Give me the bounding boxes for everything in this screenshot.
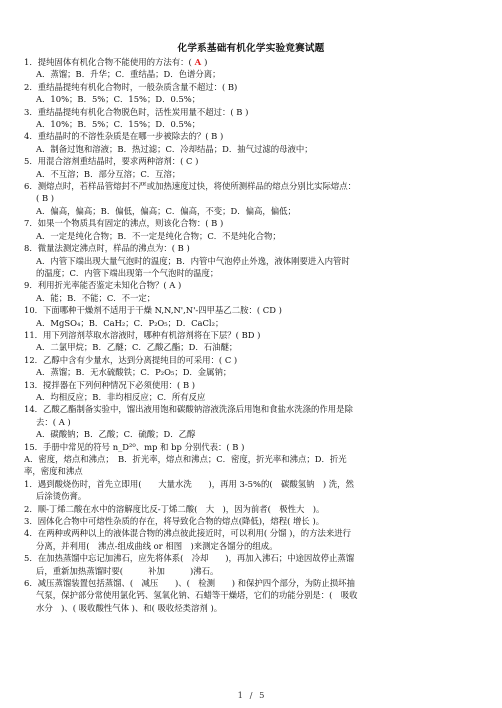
- question-text: 8．微量法测定沸点时，样品的沸点为：(: [24, 243, 175, 254]
- options-line: [24, 230, 486, 242]
- closing-paren: ): [195, 156, 199, 167]
- question-text: 9．利用折光率能否鉴定未知化合物？(: [24, 280, 167, 291]
- page-number: 1: [237, 690, 243, 700]
- options-line: [24, 490, 486, 502]
- line-text: A．密度，熔点和沸点； B．折光率，熔点和沸点；C．密度，折光率和沸点；D．折光: [24, 454, 347, 464]
- line-text: A．蒸馏；B．无水硫酸铁；C．P₂O₅；D．金属钠；: [36, 367, 232, 378]
- question-text: 2．重结晶提纯有机化合物时，一般杂质含量不超过：( B: [24, 81, 235, 92]
- question-line: [24, 379, 486, 391]
- continuation-line: [24, 192, 486, 204]
- question-line: [24, 106, 486, 118]
- question-text: 3．重结晶提纯有机化合物脱色时，活性炭用量不超过：(: [24, 106, 234, 117]
- answer-text: B: [39, 193, 51, 204]
- options-line: [24, 93, 486, 105]
- question-text: (: [36, 193, 40, 204]
- question-text: 15．手册中常见的符号 n_D²⁰、mp 和 bp 分别代表：(: [24, 441, 230, 452]
- options-line: [24, 540, 486, 552]
- options-line: [24, 317, 486, 329]
- question-text: 13．搅拌器在下列何种情况下必须使用：(: [24, 379, 181, 390]
- closing-paren: ): [219, 218, 224, 229]
- question-line: [24, 81, 486, 93]
- closing-paren: ): [186, 243, 190, 254]
- line-text: A．碳酸钠；B．乙酸；C．硫酸；D．乙醇: [36, 429, 196, 440]
- options-line: [24, 143, 486, 155]
- question-text: 去：(: [36, 416, 57, 427]
- question-line: [24, 304, 486, 316]
- line-text: A．10%；B．5%；C．15%；D．0.5%；: [36, 94, 201, 105]
- continuation-line: [24, 267, 486, 279]
- question-line: [24, 403, 486, 415]
- question-text: 14．乙酸乙酯制备实验中，馏出液用饱和碳酸钠溶液洗涤后用饱和食盐水洗涤的作用是除: [24, 404, 353, 415]
- closing-paren: ): [257, 329, 261, 340]
- line-text: 的温度；C．内管下端出现第一个气泡时的温度；: [36, 267, 219, 278]
- options-line: [24, 118, 486, 130]
- options-line: [24, 391, 486, 403]
- question-line: [24, 155, 486, 167]
- question-line: [24, 279, 486, 291]
- document-title: 化学系基础有机化学实验竞赛试题: [177, 43, 325, 54]
- question-line: [24, 354, 486, 366]
- answer-text: C: [183, 156, 196, 167]
- line-text: A．一定是纯化合物；B．不一定是纯化合物；C．不是纯化合物；: [36, 230, 281, 241]
- question-text: 1．提纯固体有机化合物不能使用的方法有：(: [24, 57, 192, 67]
- options-line: [24, 341, 486, 353]
- closing-paren: ): [219, 131, 224, 142]
- options-line: [24, 292, 486, 304]
- line-text: 率，密度和沸点: [24, 466, 83, 477]
- question-text: 11．用下列溶剂萃取水溶液时，哪种有机溶剂将在下层？(: [24, 329, 239, 340]
- line-text: 后涂烫伤膏。: [36, 491, 87, 502]
- options-line: [24, 255, 486, 267]
- answer-text: B: [208, 131, 220, 142]
- question-line: [24, 552, 486, 564]
- answer-text: A: [191, 57, 205, 67]
- closing-paren: ): [278, 305, 282, 316]
- page-footer: [0, 690, 502, 700]
- line-text: A．能；B．不能；C．不一定；: [36, 292, 156, 303]
- question-line: [24, 180, 486, 192]
- answer-text: B: [233, 106, 246, 117]
- question-text: 10．下面哪种干燥剂不适用于干燥 N,N,N',N'-四甲基乙二胺：(: [24, 305, 261, 316]
- question-text: 6．测熔点时，若样品管熔封不严或加热速度过快，将使所测样品的熔点分别比实际熔点：: [24, 181, 356, 192]
- question-line: [24, 577, 486, 589]
- question-line: [24, 527, 486, 539]
- line-text: A．均相反应；B．非均相反应；C．所有反应: [36, 391, 206, 402]
- question-line: [24, 329, 486, 341]
- question-line: [24, 515, 486, 527]
- question-line: [24, 453, 486, 465]
- options-line: [24, 589, 486, 601]
- line-text: A．10%；B．5%；C．15%；D．0.5%；: [36, 119, 201, 130]
- line-text: 3．固体化合物中可熔性杂质的存在，将导致化合物的熔点(降低)，熔程( 增长 )。: [24, 516, 325, 527]
- answer-text: BD: [238, 329, 258, 340]
- options-line: [24, 205, 486, 217]
- question-line: [24, 242, 486, 254]
- options-line: [24, 565, 486, 577]
- line-text: A．偏高，偏高；B．偏低，偏高；C．偏高，不变；D．偏高，偏低；: [36, 205, 296, 216]
- question-line: [24, 56, 486, 68]
- line-text: A．不互溶；B．部分互溶；C．互溶；: [36, 168, 181, 179]
- question-text: 5．用混合溶剂重结晶时，要求两种溶剂：(: [24, 156, 184, 167]
- page-separator: /: [249, 690, 253, 700]
- answer-text: B: [174, 243, 187, 254]
- closing-paren: ): [204, 57, 208, 67]
- question-list: [24, 56, 486, 614]
- options-line: [24, 602, 486, 614]
- line-text: 5．在加热蒸馏中忘记加沸石，应先将体系( 冷却 )，再加入沸石；中途因故停止蒸馏: [24, 553, 355, 564]
- answer-text: B: [180, 379, 192, 390]
- line-text: 1．遇到酸烧伤时，首先立即用( 大量水洗 )，再用 3-5%的( 碳酸氢钠 ) 洗，然: [24, 478, 354, 489]
- closing-paren: ): [245, 106, 249, 117]
- options-line: [24, 428, 486, 440]
- answer-text: B: [208, 218, 220, 229]
- closing-paren: ): [50, 193, 55, 204]
- line-text: A．内管下端出现大量气泡时的温度；B．内管中气泡停止外逸，液体刚要进入内管时: [36, 255, 350, 266]
- line-text: 2．顺-丁烯二酸在水中的溶解度比反-丁烯二酸( 大 )，因为前者( 极性大 )。: [24, 503, 325, 514]
- closing-paren: ): [241, 441, 245, 452]
- options-line: [24, 68, 486, 80]
- options-line: [24, 168, 486, 180]
- line-text: 分离，并利用( 沸点-组成曲线 or 相图 )来测定各馏分的组成。: [36, 540, 278, 551]
- closing-paren: ): [67, 416, 71, 427]
- question-line: [24, 130, 486, 142]
- continuation-line: [24, 416, 486, 428]
- line-text: 4．在两种或两种以上的液体混合物的沸点彼此接近时，可以利用( 分馏 )，的方法来进行: [24, 528, 352, 539]
- closing-paren: ): [234, 81, 238, 92]
- page-total: 5: [259, 690, 265, 700]
- answer-text: A: [166, 280, 178, 291]
- question-line: [24, 465, 486, 477]
- line-text: A．蒸馏；B．升华；C．重结晶；D．色谱分离；: [36, 69, 221, 80]
- answer-text: CD: [260, 305, 279, 316]
- line-text: A．二氯甲烷；B．乙醚；C．乙酸乙酯；D．石油醚；: [36, 342, 238, 353]
- question-line: [24, 478, 486, 490]
- question-line: [24, 217, 486, 229]
- question-line: [24, 503, 486, 515]
- line-text: 后，重新加热蒸馏时要( 补加 )沸石。: [36, 565, 219, 576]
- question-text: 12．乙醇中含有少量水，达到分离提纯目的可采用：(: [24, 354, 223, 365]
- line-text: A．MgSO₄；B．CaH₂；C．P₂O₅；D．CaCl₂；: [36, 317, 224, 328]
- question-text: 4．重结晶时的不溶性杂质是在哪一步被除去的？(: [24, 131, 209, 142]
- closing-paren: ): [233, 354, 238, 365]
- options-line: [24, 366, 486, 378]
- question-text: 7．如果一个物质具有固定的沸点，则该化合物：(: [24, 218, 209, 229]
- line-text: 水分 )、( 吸收酸性气体 )、和( 吸收烃类溶剂 )。: [36, 602, 223, 613]
- answer-text: A: [56, 416, 68, 427]
- line-text: A．制备过饱和溶液；B．热过滤；C．冷却结晶；D．抽气过滤的母液中；: [36, 143, 313, 154]
- question-line: [24, 441, 486, 453]
- line-text: 6．减压蒸馏装置包括蒸馏、( 减压 )、( 检测 ) 和保护四个部分，为防止损坏抽: [24, 578, 355, 589]
- line-text: 气泵，保护部分常使用氯化钙、氢氧化钠、石蜡等干燥塔，它们的功能分别是：( 吸收: [36, 590, 358, 601]
- closing-paren: ): [177, 280, 182, 291]
- answer-text: C: [222, 354, 234, 365]
- closing-paren: ): [191, 379, 196, 390]
- answer-text: B: [229, 441, 242, 452]
